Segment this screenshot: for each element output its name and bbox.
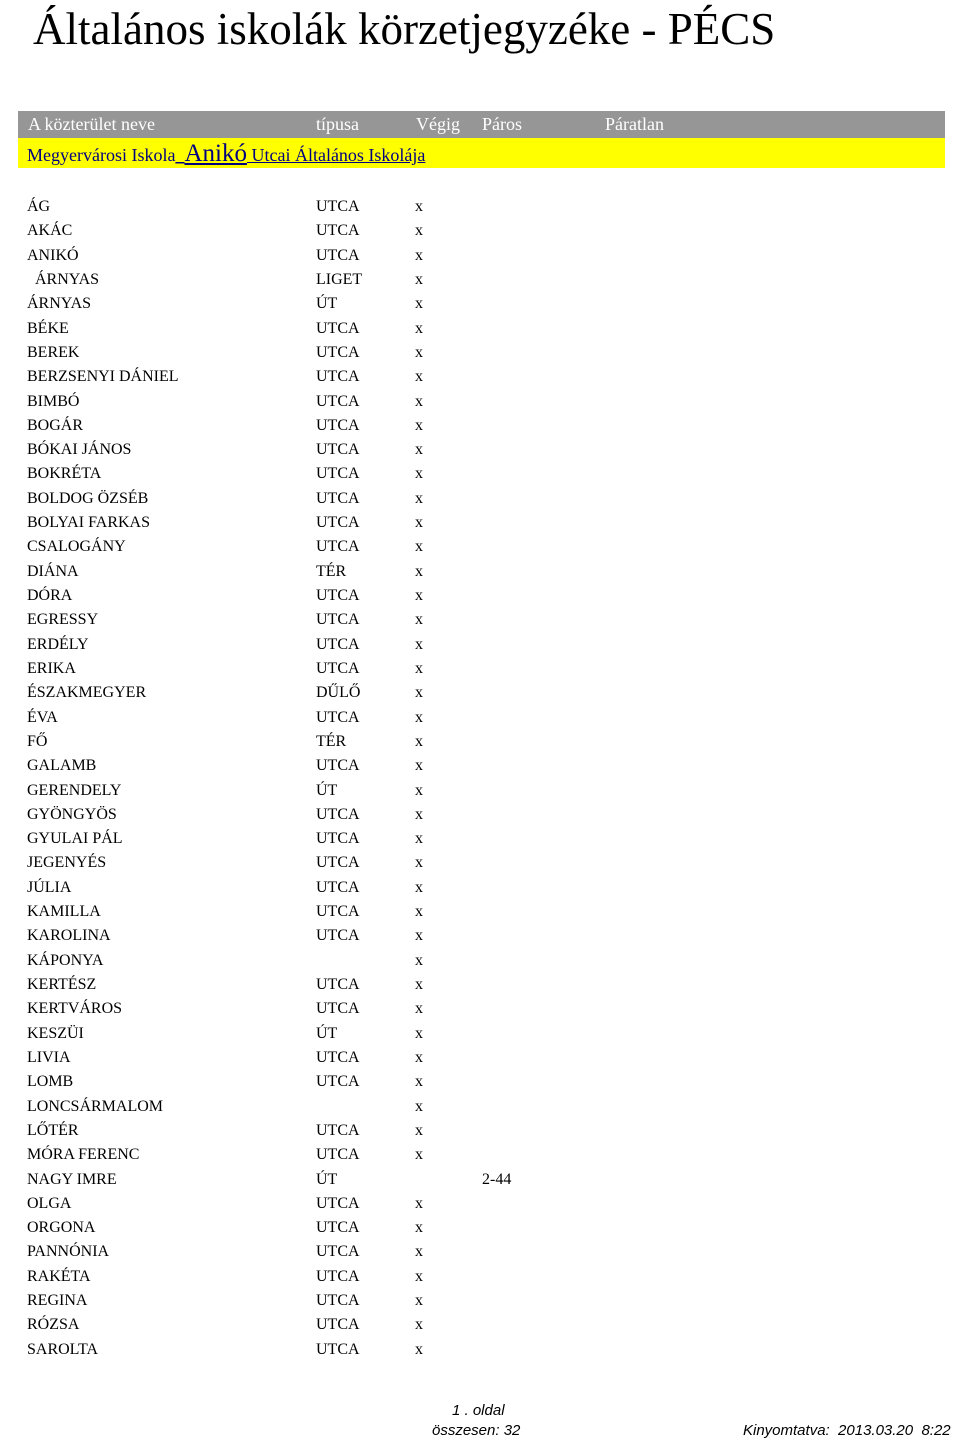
street-type: UTCA bbox=[316, 976, 360, 993]
street-name: ÉVA bbox=[27, 708, 58, 726]
end-mark: x bbox=[415, 1146, 423, 1164]
street-type: ÚT bbox=[316, 1170, 338, 1188]
end-mark: x bbox=[415, 976, 423, 993]
end-mark: x bbox=[415, 635, 423, 653]
table-row bbox=[0, 268, 960, 292]
end-mark: x bbox=[415, 270, 423, 288]
street-type: UTCA bbox=[316, 854, 360, 872]
table-row bbox=[0, 365, 960, 389]
table-row bbox=[0, 560, 960, 584]
street-name: GYULAI PÁL bbox=[27, 830, 123, 848]
end-mark: x bbox=[415, 368, 423, 386]
end-mark: x bbox=[415, 465, 423, 483]
street-type: UTCA bbox=[316, 611, 360, 629]
street-name: KERTVÁROS bbox=[27, 1000, 123, 1018]
even-range: 2-44 bbox=[482, 1170, 512, 1188]
street-name: GERENDELY bbox=[27, 781, 122, 799]
street-type: UTCA bbox=[316, 757, 360, 775]
street-name: ORGONA bbox=[27, 1219, 96, 1237]
end-mark: x bbox=[415, 538, 423, 556]
street-name: OLGA bbox=[27, 1194, 72, 1212]
street-name: BÉKE bbox=[27, 319, 69, 337]
table-row bbox=[0, 657, 960, 681]
table-row bbox=[0, 511, 960, 535]
end-mark: x bbox=[415, 805, 423, 823]
street-name: RÓZSA bbox=[27, 1316, 80, 1334]
table-row bbox=[0, 438, 960, 462]
street-type: UTCA bbox=[316, 635, 360, 653]
table-row bbox=[0, 390, 960, 414]
street-name: ÁRNYAS bbox=[27, 295, 92, 313]
street-type: ÚT bbox=[316, 781, 338, 799]
header-even: Páros bbox=[482, 114, 522, 134]
street-name: LONCSÁRMALOM bbox=[27, 1097, 164, 1115]
street-name: KAROLINA bbox=[27, 927, 111, 945]
table-row bbox=[0, 1070, 960, 1094]
end-mark: x bbox=[415, 295, 423, 313]
page-title: Általános iskolák körzetjegyzéke - PÉCS bbox=[33, 4, 776, 54]
street-type: UTCA bbox=[316, 1340, 360, 1358]
table-row bbox=[0, 487, 960, 511]
street-type: ÚT bbox=[316, 295, 338, 313]
page-number: 1 . oldal bbox=[452, 1402, 505, 1419]
street-name: JÚLIA bbox=[27, 878, 72, 896]
print-date: Kinyomtatva: 2013.03.20 8:22 bbox=[743, 1422, 951, 1439]
street-name: KÁPONYA bbox=[27, 951, 104, 969]
table-row bbox=[0, 900, 960, 924]
street-type: UTCA bbox=[316, 1048, 360, 1066]
table-row bbox=[0, 779, 960, 803]
end-mark: x bbox=[415, 1316, 423, 1334]
end-mark: x bbox=[415, 441, 423, 459]
street-type: LIGET bbox=[316, 270, 363, 288]
table-row bbox=[0, 1313, 960, 1337]
table-row bbox=[0, 1046, 960, 1070]
end-mark: x bbox=[415, 222, 423, 240]
end-mark: x bbox=[415, 392, 423, 410]
table-row bbox=[0, 219, 960, 243]
street-name: KESZÜI bbox=[27, 1024, 84, 1042]
table-row bbox=[0, 827, 960, 851]
table-row bbox=[0, 924, 960, 948]
table-row bbox=[0, 1168, 960, 1192]
school-name-part2: Utcai Általános Iskolája bbox=[246, 145, 426, 165]
end-mark: x bbox=[415, 708, 423, 726]
end-mark: x bbox=[415, 684, 423, 702]
street-name: LOMB bbox=[27, 1073, 74, 1091]
table-row bbox=[0, 1216, 960, 1240]
street-name: RAKÉTA bbox=[27, 1267, 91, 1285]
street-name: MÓRA FERENC bbox=[27, 1146, 140, 1164]
end-mark: x bbox=[415, 1073, 423, 1091]
table-row bbox=[0, 851, 960, 875]
street-name: LŐTÉR bbox=[27, 1121, 79, 1139]
street-type: UTCA bbox=[316, 1000, 360, 1018]
street-type: UTCA bbox=[316, 1194, 360, 1212]
street-type: UTCA bbox=[316, 343, 360, 361]
table-row bbox=[0, 949, 960, 973]
street-type: UTCA bbox=[316, 1243, 360, 1261]
street-type: UTCA bbox=[316, 1146, 360, 1164]
street-name: BERZSENYI DÁNIEL bbox=[27, 368, 179, 386]
street-name: DÓRA bbox=[27, 587, 73, 604]
table-row bbox=[0, 584, 960, 608]
end-mark: x bbox=[415, 611, 423, 629]
street-type: TÉR bbox=[316, 732, 347, 750]
end-mark: x bbox=[415, 1292, 423, 1310]
street-type: TÉR bbox=[316, 562, 347, 580]
end-mark: x bbox=[415, 878, 423, 896]
table-row bbox=[0, 414, 960, 438]
end-mark: x bbox=[415, 1121, 423, 1139]
street-name: LIVIA bbox=[27, 1048, 71, 1066]
end-mark: x bbox=[415, 1243, 423, 1261]
end-mark: x bbox=[415, 319, 423, 337]
total-count: összesen: 32 bbox=[432, 1422, 521, 1439]
street-type: UTCA bbox=[316, 805, 360, 823]
end-mark: x bbox=[415, 416, 423, 434]
street-name: GYÖNGYÖS bbox=[27, 805, 117, 823]
street-type: ÚT bbox=[316, 1024, 338, 1042]
street-name: REGINA bbox=[27, 1292, 88, 1310]
street-type: UTCA bbox=[316, 1219, 360, 1237]
street-name: FŐ bbox=[27, 732, 48, 750]
street-name: KAMILLA bbox=[27, 903, 101, 921]
header-type: típusa bbox=[316, 114, 359, 134]
table-row bbox=[0, 1240, 960, 1264]
street-type: UTCA bbox=[316, 514, 360, 532]
table-row bbox=[0, 681, 960, 705]
street-type: UTCA bbox=[316, 319, 360, 337]
end-mark: x bbox=[415, 1048, 423, 1066]
table-row bbox=[0, 730, 960, 754]
street-name: BEREK bbox=[27, 343, 80, 361]
header-odd: Páratlan bbox=[605, 114, 664, 134]
table-row bbox=[0, 535, 960, 559]
end-mark: x bbox=[415, 343, 423, 361]
street-type: UTCA bbox=[316, 1121, 360, 1139]
table-header bbox=[18, 111, 945, 138]
street-name: JEGENYÉS bbox=[27, 854, 107, 872]
street-type: UTCA bbox=[316, 878, 360, 896]
street-type: UTCA bbox=[316, 198, 360, 215]
table-row bbox=[0, 1338, 960, 1362]
end-mark: x bbox=[415, 927, 423, 945]
table-row bbox=[0, 803, 960, 827]
end-mark: x bbox=[415, 1267, 423, 1285]
street-name: BÓKAI JÁNOS bbox=[27, 441, 132, 459]
end-mark: x bbox=[415, 854, 423, 872]
table-row bbox=[0, 244, 960, 268]
street-type: UTCA bbox=[316, 538, 360, 556]
street-type: UTCA bbox=[316, 489, 360, 507]
table-row bbox=[0, 608, 960, 632]
street-type: UTCA bbox=[316, 246, 360, 264]
street-name: PANNÓNIA bbox=[27, 1243, 110, 1261]
end-mark: x bbox=[415, 1000, 423, 1018]
street-type: UTCA bbox=[316, 927, 360, 945]
table-row bbox=[0, 1143, 960, 1167]
street-type: UTCA bbox=[316, 587, 360, 604]
end-mark: x bbox=[415, 489, 423, 507]
end-mark: x bbox=[415, 659, 423, 677]
street-name: BOGÁR bbox=[27, 416, 84, 434]
end-mark: x bbox=[415, 1194, 423, 1212]
street-type: UTCA bbox=[316, 1316, 360, 1334]
school-name-separator: _ bbox=[175, 145, 185, 165]
end-mark: x bbox=[415, 732, 423, 750]
school-heading bbox=[18, 138, 945, 168]
street-name: EGRESSY bbox=[27, 611, 99, 629]
street-name: ÁG bbox=[27, 198, 51, 215]
street-name: ÉSZAKMEGYER bbox=[27, 684, 147, 702]
street-name: CSALOGÁNY bbox=[27, 538, 126, 556]
table-row bbox=[0, 997, 960, 1021]
street-name: BOLYAI FARKAS bbox=[27, 514, 151, 532]
street-type: UTCA bbox=[316, 830, 360, 848]
table-row bbox=[0, 754, 960, 778]
table-row bbox=[0, 1022, 960, 1046]
table-row bbox=[0, 341, 960, 365]
street-name: SAROLTA bbox=[27, 1340, 99, 1358]
table-row bbox=[0, 1289, 960, 1313]
school-name-part1: Megyervárosi Iskola bbox=[27, 145, 176, 165]
table-row bbox=[0, 1119, 960, 1143]
street-name: GALAMB bbox=[27, 757, 97, 775]
street-name: NAGY IMRE bbox=[27, 1170, 117, 1188]
table-row bbox=[0, 292, 960, 316]
table-row bbox=[0, 973, 960, 997]
end-mark: x bbox=[415, 830, 423, 848]
table-row bbox=[0, 317, 960, 341]
header-name: A közterület neve bbox=[28, 114, 155, 134]
end-mark: x bbox=[415, 587, 423, 604]
school-name-highlight: Anikó bbox=[184, 140, 247, 167]
street-type: UTCA bbox=[316, 708, 360, 726]
street-name: BOLDOG ÖZSÉB bbox=[27, 489, 149, 507]
table-row bbox=[0, 462, 960, 486]
street-name: BIMBÓ bbox=[27, 392, 80, 410]
end-mark: x bbox=[415, 951, 423, 969]
street-type: UTCA bbox=[316, 368, 360, 386]
table-row bbox=[0, 706, 960, 730]
street-type: UTCA bbox=[316, 222, 360, 240]
street-type: UTCA bbox=[316, 1267, 360, 1285]
end-mark: x bbox=[415, 198, 423, 215]
end-mark: x bbox=[415, 1219, 423, 1237]
end-mark: x bbox=[415, 514, 423, 532]
end-mark: x bbox=[415, 562, 423, 580]
street-type: UTCA bbox=[316, 416, 360, 434]
street-name: KERTÉSZ bbox=[27, 976, 97, 993]
street-type: UTCA bbox=[316, 659, 360, 677]
street-type: UTCA bbox=[316, 1073, 360, 1091]
table-row bbox=[0, 195, 960, 219]
street-type: UTCA bbox=[316, 465, 360, 483]
table-row bbox=[0, 1265, 960, 1289]
street-type: UTCA bbox=[316, 392, 360, 410]
street-name: ERIKA bbox=[27, 659, 76, 677]
end-mark: x bbox=[415, 1097, 423, 1115]
street-name: ERDÉLY bbox=[27, 635, 89, 653]
table-row bbox=[0, 633, 960, 657]
street-name: AKÁC bbox=[27, 222, 73, 240]
end-mark: x bbox=[415, 903, 423, 921]
street-name: ANIKÓ bbox=[27, 246, 79, 264]
street-type: UTCA bbox=[316, 903, 360, 921]
table-row bbox=[0, 1192, 960, 1216]
street-list bbox=[0, 195, 960, 1362]
end-mark: x bbox=[415, 757, 423, 775]
street-type: UTCA bbox=[316, 1292, 360, 1310]
end-mark: x bbox=[415, 1024, 423, 1042]
end-mark: x bbox=[415, 246, 423, 264]
end-mark: x bbox=[415, 1340, 423, 1358]
table-row bbox=[0, 876, 960, 900]
street-type: DŰLŐ bbox=[316, 684, 361, 702]
street-name: BOKRÉTA bbox=[27, 465, 102, 483]
street-name: DIÁNA bbox=[27, 562, 79, 580]
end-mark: x bbox=[415, 781, 423, 799]
street-name: ÁRNYAS bbox=[27, 270, 100, 288]
table-row bbox=[0, 1095, 960, 1119]
street-type: UTCA bbox=[316, 441, 360, 459]
header-end: Végig bbox=[416, 114, 460, 134]
